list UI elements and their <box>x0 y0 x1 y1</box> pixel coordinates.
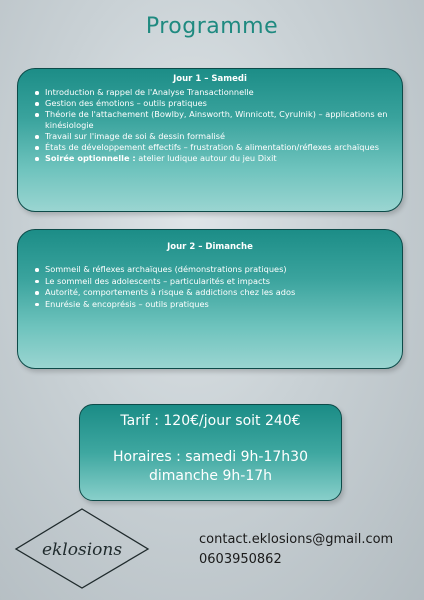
dimanche-text: dimanche 9h-17h <box>148 468 273 484</box>
list-item: Enurésie & encoprésis – outils pratiques <box>35 299 390 311</box>
list-item: Autorité, comportements à risque & addictions chez les ados <box>35 287 390 299</box>
list-item: Le sommeil des adolescents – particularités et impacts <box>35 276 390 288</box>
list-item: Gestion des émotions – outils pratiques <box>35 98 390 109</box>
list-item: Introduction & rappel de l'Analyse Transactionnelle <box>35 87 390 98</box>
tarif-text: Tarif : 120€/jour soit 240€ <box>120 413 301 429</box>
list-item: Sommeil & réflexes archaïques (démonstrations pratiques) <box>35 264 390 276</box>
contact-phone: 0603950862 <box>199 552 282 567</box>
list-item: États de développement effectifs – frustration & alimentation/réflexes archaïques <box>35 142 390 153</box>
optional-text: atelier ludique autour du jeu Dixit <box>135 153 277 163</box>
logo-text: eklosions <box>41 540 123 560</box>
day1-title: Jour 1 – Samedi <box>173 74 247 84</box>
day2-title: Jour 2 – Dimanche <box>167 242 253 252</box>
day2-list <box>18 264 402 310</box>
pricing-box <box>79 404 342 501</box>
day1-list <box>18 87 402 164</box>
optional-label: Soirée optionnelle : <box>45 153 136 163</box>
eklosions-logo <box>12 505 152 590</box>
list-item: Théorie de l'attachement (Bowlby, Ainsworth, Winnicott, Cyrulnik) – applications en kinésiologie <box>35 109 390 131</box>
day2-card <box>17 229 403 369</box>
list-item-optional <box>35 153 390 164</box>
list-item: Travail sur l'image de soi & dessin formalisé <box>35 131 390 142</box>
day1-card <box>17 68 403 212</box>
page-title: Programme <box>145 14 279 39</box>
horaires-text: Horaires : samedi 9h-17h30 <box>113 449 308 465</box>
contact-email: contact.eklosions@gmail.com <box>199 532 394 547</box>
